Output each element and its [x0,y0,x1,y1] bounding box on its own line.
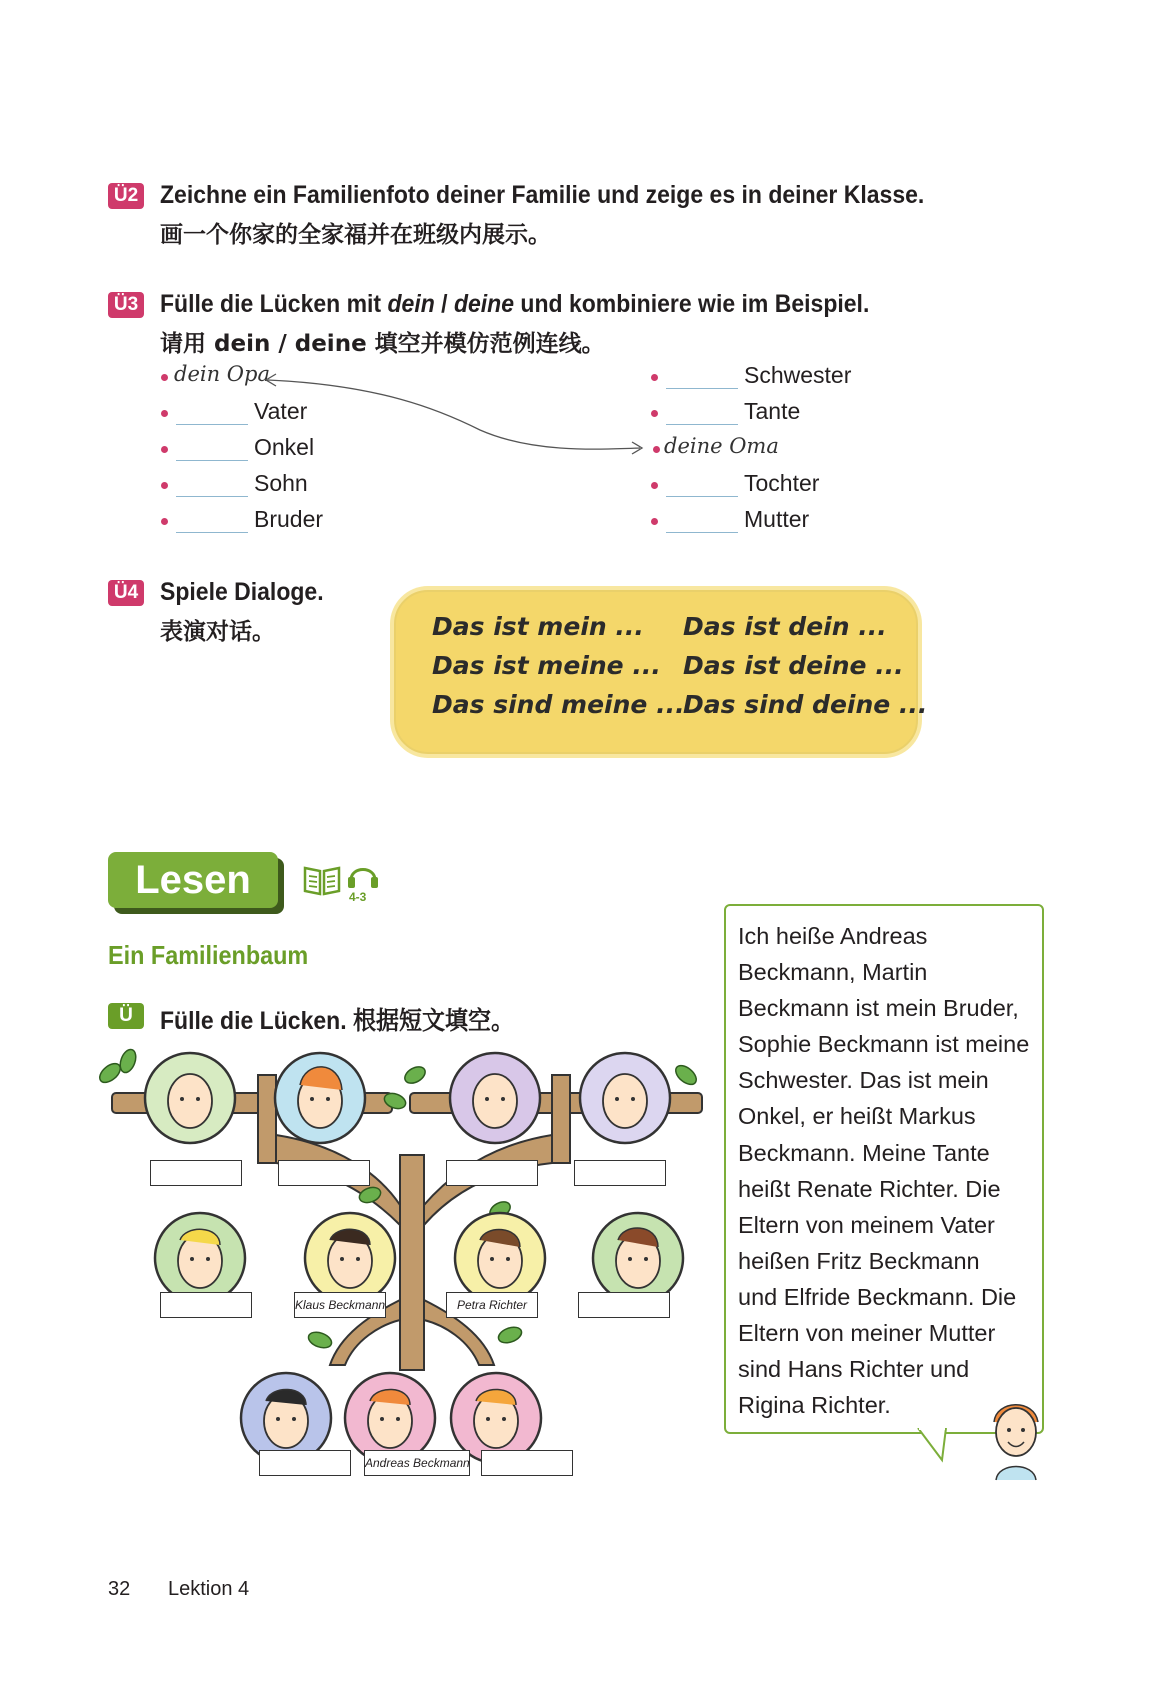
example-left: dein Opa [174,362,270,386]
name-blank-uncle[interactable] [160,1292,252,1318]
word-left-1: Vater [254,398,308,424]
exercise-title-u3: Fülle die Lücken mit dein / deine und kombiniere wie im Beispiel. [160,290,870,318]
exercise-cn-u2: 画一个你家的全家福并在班级内展示。 [160,222,551,248]
exercise-badge-u3: Ü3 [108,292,144,318]
page-number: 32 [108,1578,131,1600]
name-tag-andreas: Andreas Beckmann [364,1450,470,1476]
exercise-cn-u4: 表演对话。 [160,619,275,645]
name-tag-klaus: Klaus Beckmann [294,1292,386,1318]
word-left-2: Onkel [254,434,315,460]
word-left-3: Sohn [254,470,308,496]
phrase: Das sind deine ... [683,690,928,719]
exercise-badge-u4: Ü4 [108,580,144,606]
exercise-title-u: Fülle die Lücken. 根据短文填空。 [160,1007,514,1035]
name-blank-aunt[interactable] [578,1292,670,1318]
name-tag-petra: Petra Richter [446,1292,538,1318]
phrase: Das ist dein ... [683,612,887,641]
speech-bubble-tail [900,1428,980,1468]
name-blank-grandmother-beckmann[interactable] [278,1160,370,1186]
family-tree-illustration [90,1035,720,1485]
exercise-cn-u3: 请用 dein / deine 填空并模仿范例连线。 [160,331,605,357]
word-right-0: Schwester [744,362,852,388]
word-right-4: Mutter [744,506,810,532]
phrase: Das ist meine ... [432,651,661,680]
phrase: Das ist mein ... [432,612,644,641]
name-blank-brother[interactable] [259,1450,351,1476]
lesson-label: Lektion 4 [168,1578,250,1600]
track-number: 4-3 [349,890,367,904]
reading-subtitle: Ein Familienbaum [108,940,309,970]
phrase: Das ist deine ... [683,651,904,680]
word-right-1: Tante [744,398,801,424]
exercise-title-u2: Zeichne ein Familienfoto deiner Familie und zeige es in deiner Klasse. [160,181,925,209]
name-blank-grandfather-beckmann[interactable] [150,1160,242,1186]
word-left-4: Bruder [254,506,324,532]
exercise-badge-u: Ü [108,1003,144,1029]
example-arrow [0,0,1170,600]
headphones-icon [346,860,380,890]
andreas-avatar [986,1394,1046,1484]
example-right: deine Oma [664,434,779,458]
name-blank-sister[interactable] [481,1450,573,1476]
word-right-3: Tochter [744,470,820,496]
phrase: Das sind meine ... [432,690,685,719]
name-blank-grandmother-richter[interactable] [574,1160,666,1186]
name-blank-grandfather-richter[interactable] [446,1160,538,1186]
exercise-badge-u2: Ü2 [108,183,144,209]
section-header-lesen: Lesen [108,852,278,908]
book-icon [302,864,342,898]
exercise-title-u4: Spiele Dialoge. [160,578,324,606]
reading-text: Ich heiße Andreas Beckmann, Martin Beckmann ist mein Bruder, Sophie Beckmann ist meine Schwester. Das ist mein Onkel, er heißt Markus Beckmann. Meine Tante heißt Renate Richter. Die Eltern von meinem Vater heißen Fritz Beckmann und Elfride Beckmann. Die Eltern von meiner Mutter sind Hans Richter und Rigina Richter. [738,923,1030,1419]
